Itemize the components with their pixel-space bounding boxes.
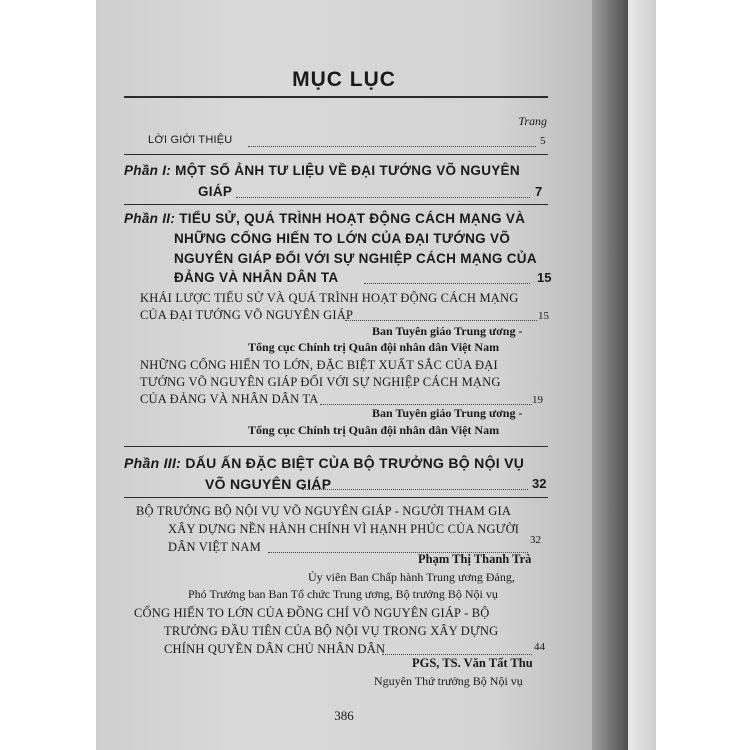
part3-page: 32 [532,476,547,491]
part2-line4: ĐẢNG VÀ NHÂN DÂN TA [174,270,339,285]
entry-title-line: NHỮNG CỐNG HIẾN TO LỚN, ĐẶC BIỆT XUẤT SẮC CỦA ĐẠI [140,358,498,372]
part2-prefix: Phần II: [124,211,176,226]
book-gutter [592,0,628,750]
entry-author: Tổng cục Chính trị Quân đội nhân dân Việt Nam [248,340,500,354]
part1-line1: MỘT SỐ ẢNH TƯ LIỆU VỀ ĐẠI TƯỚNG VÕ NGUYÊN [175,163,520,178]
dot-leader [302,489,528,490]
entry-title-line: TƯỚNG VÕ NGUYÊN GIÁP ĐỐI VỚI SỰ NGHIỆP CÁCH MẠNG [140,375,501,389]
page-column-label: Trang [518,114,547,128]
intro-label: LỜI GIỚI THIỆU [148,134,233,146]
part1-page: 7 [535,184,543,199]
part2-line2: NHỮNG CỐNG HIẾN TO LỚN CỦA ĐẠI TƯỚNG VÕ [174,231,511,246]
entry-title-line: DÂN VIỆT NAM [168,540,261,554]
entry-author: PGS, TS. Văn Tất Thu [412,656,533,670]
section-rule [124,154,548,155]
entry-title-line: CỦA ĐẠI TƯỚNG VÕ NGUYÊN GIÁP [140,308,354,322]
entry-page: 44 [534,641,545,653]
part3-heading [124,455,524,471]
entry-title-line: TRƯỞNG ĐẦU TIÊN CỦA BỘ NỘI VỤ TRONG XÂY DỰNG [164,624,499,638]
entry-author: Ban Tuyên giáo Trung ương - [372,406,523,420]
section-rule [124,446,548,447]
dot-leader [382,654,532,655]
section-rule [124,497,548,498]
page-number: 386 [334,708,354,723]
dot-leader [236,197,530,198]
dot-leader [345,320,537,321]
entry-title-line: CỐNG HIẾN TO LỚN CỦA ĐỒNG CHÍ VÕ NGUYÊN GIÁP - BỘ [134,606,490,620]
entry-page: 15 [538,310,549,322]
page-title: MỤC LỤC [292,68,396,91]
part1-line2: GIÁP [198,184,233,199]
entry-title-line: CỦA ĐẢNG VÀ NHÂN DÂN TA [140,392,319,406]
title-rule [124,96,548,98]
entry-title-line: KHÁI LƯỢC TIỂU SỬ VÀ QUÁ TRÌNH HOẠT ĐỘNG CÁCH MẠNG [140,291,519,305]
section-rule [124,204,548,205]
entry-author: Phạm Thị Thanh Trà [418,552,532,566]
entry-author: Ban Tuyên giáo Trung ương - [372,324,523,338]
entry-author: Tổng cục Chính trị Quân đội nhân dân Việt Nam [248,423,500,437]
part1-prefix: Phần I: [124,163,172,178]
part2-line1: TIỂU SỬ, QUÁ TRÌNH HOẠT ĐỘNG CÁCH MẠNG VÀ [179,211,526,226]
part2-page: 15 [537,270,552,285]
dot-leader [364,283,530,284]
part3-line2: VÕ NGUYÊN GIÁP [205,476,332,492]
part1-heading [124,163,520,178]
part2-heading [124,211,525,226]
dot-leader [248,146,536,147]
intro-page: 5 [540,135,546,147]
entry-author-role: Ủy viên Ban Chấp hành Trung ương Đảng, [308,570,515,584]
part3-prefix: Phần III: [124,455,182,471]
entry-title-line: BỘ TRƯỞNG BỘ NỘI VỤ VÕ NGUYÊN GIÁP - NGƯỜI THAM GIA [136,504,512,518]
part2-line3: NGUYÊN GIÁP ĐỐI VỚI SỰ NGHIỆP CÁCH MẠNG CỦA [174,251,537,266]
entry-author-role: Phó Trưởng ban Ban Tổ chức Trung ương, Bộ trưởng Bộ Nội vụ [188,587,498,601]
facing-page-edge [628,0,656,750]
entry-page: 32 [530,534,541,546]
entry-title-line: XÂY DỰNG NỀN HÀNH CHÍNH VÌ HẠNH PHÚC CỦA NGƯỜI [168,522,520,536]
part3-line1: DẤU ẤN ĐẶC BIỆT CỦA BỘ TRƯỞNG BỘ NỘI VỤ [185,455,525,471]
entry-title-line: CHÍNH QUYỀN DÂN CHỦ NHÂN DÂN [164,642,386,656]
entry-page: 19 [532,394,543,406]
entry-author-role: Nguyên Thứ trưởng Bộ Nội vụ [374,674,523,688]
dot-leader [320,404,532,405]
